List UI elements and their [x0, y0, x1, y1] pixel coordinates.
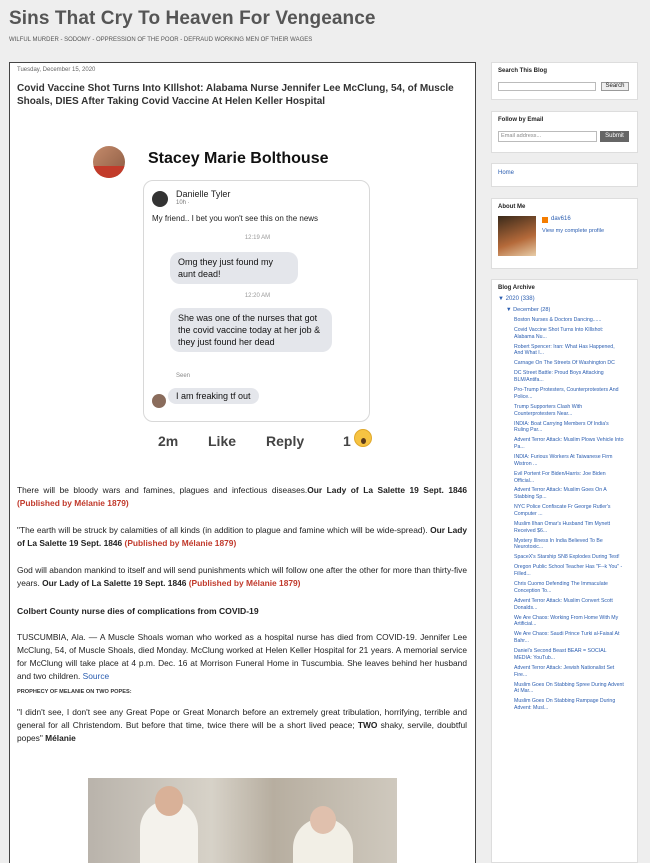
post-title[interactable]: Covid Vaccine Shot Turns Into KIllshot: Alabama Nurse Jennifer Lee McClung, 54, of Muscle Shoals, DIES After Taking Covid Vaccine At Helen Keller Hospital: [17, 83, 454, 107]
p3-published: (Published by Mélanie 1879): [188, 578, 301, 588]
archive-post-link[interactable]: Muslim Ilhan Omar's Husband Tim Mynett Received $6...: [514, 520, 611, 534]
archive-widget-title: Blog Archive: [498, 285, 535, 291]
quote-bold: TWO: [357, 720, 378, 730]
news-heading: Colbert County nurse dies of complications from COVID-19: [17, 606, 259, 616]
quote-text-end: shaky, servile, doubtful popes": [17, 720, 467, 743]
archive-post-link[interactable]: Advent Terror Attack: Muslim Convert Scott Donalds...: [514, 597, 613, 611]
pope-figure-left: [140, 800, 198, 863]
blog-description: WILFUL MURDER - SODOMY - OPPRESSION OF THE POOR - DEFRAUD WORKING MEN OF THEIR WAGES: [9, 37, 313, 43]
fb-seen-label: Seen: [176, 373, 191, 379]
archive-post-link[interactable]: Advent Terror Attack: Jewish Nationalist Set Fire...: [514, 664, 615, 678]
about-widget: [491, 198, 638, 269]
p1-source: Our Lady of La Salette 19 Sept. 1846: [307, 485, 467, 495]
search-widget: [491, 62, 638, 100]
p3-text: God will abandon mankind to itself and will send punishments which will follow one after the other for more than thirty-five years.: [17, 565, 467, 588]
popes-photo: [88, 778, 397, 863]
wow-emoji-icon: [354, 429, 372, 447]
search-button[interactable]: Search: [601, 82, 629, 91]
profile-image[interactable]: [498, 216, 536, 256]
search-input[interactable]: [498, 82, 596, 91]
fb-message-2: She was one of the nurses that got the covid vaccine today at her job & they just found her dead: [170, 308, 332, 352]
post-date: Tuesday, December 15, 2020: [17, 67, 96, 73]
archive-post-link[interactable]: We Are Chaos: Working From Home With My Artificial...: [514, 614, 619, 628]
archive-post-link[interactable]: Chris Cuomo Defending The Immaculate Conception To...: [514, 581, 608, 594]
quote-author: Mélanie: [45, 733, 76, 743]
archive-post-link[interactable]: NYC Police Confiscate Fr George Rutler's Computer ...: [514, 504, 611, 518]
prophecy-quote: [17, 706, 467, 745]
facebook-screenshot: [88, 136, 390, 456]
archive-year-toggle[interactable]: ▼ 2020 (338): [498, 296, 535, 302]
archive-post-link[interactable]: Advent Terror Attack: Muslim Plows Vehicle Into Pa...: [514, 437, 624, 451]
archive-post-link[interactable]: SpaceX's Starship SN8 Explodes During Test!: [514, 554, 620, 561]
blogger-icon: [542, 217, 548, 223]
p3-source: Our Lady of La Salette 19 Sept. 1846: [42, 578, 187, 588]
archive-list: [514, 317, 624, 715]
archive-post-link[interactable]: Evil Portent For Biden/Harris: Joe Biden Official...: [514, 470, 606, 484]
archive-month-toggle[interactable]: ▼ December (28): [506, 307, 551, 313]
archive-post-link[interactable]: Mystery Illness In India Believed To Be Neurotoxic...: [514, 537, 603, 551]
archive-post-link[interactable]: INDIA: Furious Workers At Taiwanese Firm Wistron ...: [514, 454, 613, 467]
profile-name-link[interactable]: dav616: [551, 216, 571, 222]
archive-post-link[interactable]: Muslim Goes On Stabbing Spree During Advent At Mar...: [514, 681, 624, 695]
post-container: [9, 62, 476, 863]
archive-post-link[interactable]: Trump Supporters Clash With Counterprotesters Near...: [514, 403, 583, 417]
blog-title[interactable]: Sins That Cry To Heaven For Vengeance: [9, 8, 376, 29]
profile-avatar: [93, 146, 125, 178]
archive-post-link[interactable]: Carnage On The Streets Of Washington DC: [514, 360, 615, 367]
fb-profile-name: Stacey Marie Bolthouse: [148, 150, 329, 167]
archive-post-link[interactable]: DC Street Battle: Proud Boys Attacking BLM/Antifa...: [514, 370, 604, 384]
fb-post-card: [143, 180, 370, 422]
email-field[interactable]: Email address...: [498, 131, 597, 142]
fb-timestamp-2: 12:20 AM: [244, 293, 271, 299]
archive-post-link[interactable]: Oregon Public School Teacher Has "F--k You" -Filled...: [514, 564, 623, 578]
news-text: TUSCUMBIA, Ala. — A Muscle Shoals woman who worked as a hospital nurse has died from COVID-19. Jennifer Lee McClung, 54, of Muscle Shoals, died Monday. McClung worked at Helen Keller Hospital for 21 years. A memorial service for McClung will take place at 4 p.m. Dec. 16 at Morrison Funeral Home in Tuscumbia. She leaves behind her husband and two children.: [17, 632, 467, 681]
fb-message-1: Omg they just found my aunt dead!: [170, 252, 298, 284]
p1-published: (Published by Mélanie 1879): [17, 498, 129, 508]
home-link[interactable]: Home: [498, 170, 515, 176]
archive-post-link[interactable]: Advent Terror Attack: Muslim Goes On A Stabbing Sp...: [514, 487, 607, 501]
follow-widget: [491, 111, 638, 153]
archive-post-link[interactable]: Boston Nurses & Doctors Dancing......: [514, 317, 602, 323]
pope-figure-right: [293, 818, 353, 863]
view-profile-link[interactable]: View my complete profile: [542, 228, 605, 234]
news-paragraph: [17, 631, 467, 683]
prophecy-heading: PROPHECY OF MELANIE ON TWO POPES:: [17, 689, 132, 695]
fb-timestamp-1: 12:19 AM: [244, 235, 271, 241]
p2-published: (Published by Mélanie 1879): [124, 538, 237, 548]
p2-text: "The earth will be struck by calamities of all kinds (in addition to plague and famine which will be wide-spread).: [17, 525, 428, 535]
reactor-avatar: [152, 394, 166, 408]
about-widget-title: About Me: [498, 204, 526, 210]
follow-widget-title: Follow by Email: [498, 117, 544, 123]
archive-post-link[interactable]: INDIA: Boat Carrying Members Of India's Ruling Par...: [514, 420, 609, 434]
fb-reply: Reply: [266, 433, 305, 449]
archive-post-link[interactable]: Muslim Goes On Stabbing Rampage During Advent: Musl...: [514, 698, 616, 712]
fb-post-meta: 10h ·: [176, 200, 190, 206]
pages-widget: [491, 163, 638, 187]
fb-post-text: My friend.. I bet you won't see this on the news: [152, 214, 319, 223]
archive-post-link[interactable]: Pro-Trump Protesters, Counterprotesters And Police...: [514, 387, 619, 400]
archive-post-link[interactable]: Daniel's Second Beast BEAR = SOCIAL MEDIA: YouTub...: [514, 648, 607, 661]
poster-avatar: [152, 191, 168, 207]
quote-text: "I didn't see, I don't see any Great Pope or Great Monarch before an extremely great tribulation, horrifying, terrible and general for all Christendom. But before that time, twice there will be a short lived peace;: [17, 707, 467, 730]
fb-reaction-count: 1: [343, 433, 351, 449]
archive-post-link[interactable]: Covid Vaccine Shot Turns Into KIllshot: Alabama Nu...: [514, 326, 604, 340]
fb-time: 2m: [158, 433, 179, 449]
source-link[interactable]: Source: [82, 671, 110, 681]
paragraph-2: [17, 524, 467, 550]
fb-poster-name: Danielle Tyler: [176, 189, 231, 199]
archive-post-link[interactable]: Robert Spencer: Iran: What Has Happened, And What I...: [514, 343, 615, 357]
archive-post-link[interactable]: We Are Chaos: Saudi Prince Turki al-Faisal At Bahr...: [514, 631, 620, 645]
p1-text: There will be bloody wars and famines, plagues and infectious diseases.: [17, 485, 308, 495]
fb-like: Like: [208, 433, 237, 449]
paragraph-3: [17, 564, 467, 590]
fb-message-3: I am freaking tf out: [168, 388, 259, 404]
p2-source: Our Lady of La Salette 19 Sept. 1846: [17, 525, 467, 548]
paragraph-1: [17, 484, 467, 510]
archive-widget: [491, 279, 638, 863]
search-widget-title: Search This Blog: [498, 68, 548, 74]
submit-button[interactable]: Submit: [600, 131, 629, 142]
